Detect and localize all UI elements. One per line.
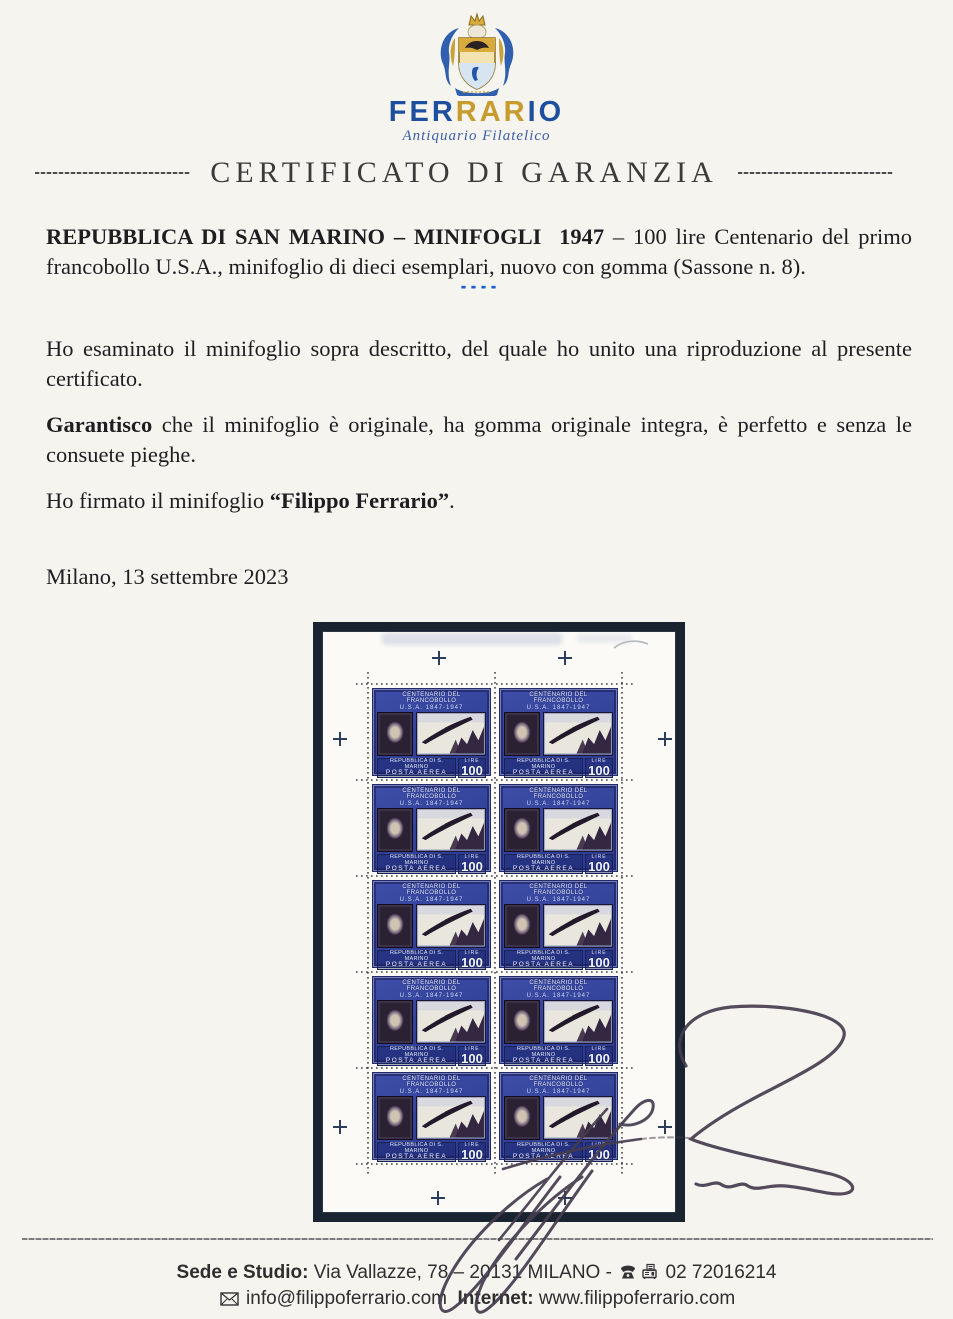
- stamp-cell: [368, 780, 495, 876]
- footer-address-line: [0, 1260, 953, 1286]
- stamp-cell: [495, 876, 622, 972]
- registration-cross: [333, 1120, 347, 1134]
- stamp: [372, 976, 491, 1064]
- guarantee-rest: che il minifoglio è originale, ha gomma originale integra, è perfetto e senza le consuete pieghe.: [46, 412, 918, 467]
- stamp-country-text: REPUBBLICA DI S. MARINO: [389, 1045, 444, 1058]
- footer-website-url: www.filippoferrario.com: [538, 1288, 736, 1309]
- registration-cross: [431, 1191, 445, 1205]
- stamp-country-text: REPUBBLICA DI S. MARINO: [516, 1141, 571, 1154]
- stamp-country-band: [504, 1142, 583, 1162]
- stamp-face-value: 100: [588, 954, 610, 970]
- stamp-country-band: [504, 950, 583, 970]
- stamp-value-box: [585, 1142, 613, 1162]
- stamp-face-value: 100: [588, 858, 610, 874]
- registration-cross: [432, 651, 446, 665]
- stamp-cell: [495, 1068, 622, 1164]
- eagle-mountains-vignette: [543, 712, 613, 756]
- signature-statement: [46, 486, 912, 516]
- stamp-grid: [368, 684, 622, 1164]
- stamp-value-box: [585, 950, 613, 970]
- stamp-cell: [368, 972, 495, 1068]
- eagle-mountains-vignette: [543, 808, 613, 852]
- brand-part-rar: RAR: [455, 96, 528, 128]
- signer-name: “Filippo Ferrario”: [269, 488, 450, 513]
- guarantee-paragraph: [46, 410, 918, 470]
- stamp-face-value: 100: [461, 858, 483, 874]
- stamp-cell: [368, 876, 495, 972]
- stamp-usa-dates-text: U.S.A. 1847-1947: [526, 704, 591, 711]
- stamp-posta-aerea-text: POSTA AEREA: [385, 865, 448, 873]
- stamp-country-text: REPUBBLICA DI S. MARINO: [516, 757, 571, 770]
- registration-cross: [658, 1120, 672, 1134]
- stamp-country-band: [377, 854, 456, 874]
- stamp-centenary-text: CENTENARIO DEL FRANCOBOLLO: [529, 788, 588, 801]
- brand-part-io: IO: [527, 96, 565, 128]
- stamp-lire-label: LIRE: [464, 949, 480, 956]
- stamp-country-text: REPUBBLICA DI S. MARINO: [389, 757, 444, 770]
- stamp-centenary-text: CENTENARIO DEL FRANCOBOLLO: [402, 1076, 461, 1089]
- franklin-portrait-vignette: [377, 904, 413, 948]
- stamp-face-value: 100: [461, 954, 483, 970]
- stamp-top-inscription: [377, 884, 486, 903]
- stamp-posta-aerea-text: POSTA AEREA: [512, 1057, 575, 1065]
- stamp-lire-label: LIRE: [591, 1045, 607, 1052]
- stamp: [372, 1072, 491, 1160]
- stamp-usa-dates-text: U.S.A. 1847-1947: [399, 896, 464, 903]
- stamp-cell: [495, 684, 622, 780]
- stamp-face-value: 100: [588, 762, 610, 778]
- stamp-lire-label: LIRE: [464, 1045, 480, 1052]
- stamp-top-inscription: [377, 1076, 486, 1095]
- page-title: CERTIFICATO DI GARANZIA: [210, 156, 718, 189]
- stamp-face-value: 100: [461, 762, 483, 778]
- eagle-mountains-vignette: [416, 1000, 486, 1044]
- stamp-top-inscription: [504, 788, 613, 807]
- guarantee-keyword: Garantisco: [46, 412, 153, 437]
- stamp-country-text: REPUBBLICA DI S. MARINO: [389, 949, 444, 962]
- brand-tagline: Antiquario Filatelico: [402, 128, 551, 144]
- stamp-centenary-text: CENTENARIO DEL FRANCOBOLLO: [529, 884, 588, 897]
- stamp-cell: [368, 1068, 495, 1164]
- stamp-lire-label: LIRE: [591, 853, 607, 860]
- stamp-value-box: [458, 950, 486, 970]
- registration-cross: [658, 732, 672, 746]
- stamp-country-band: [377, 1142, 456, 1162]
- franklin-portrait-vignette: [504, 808, 540, 852]
- stamp-usa-dates-text: U.S.A. 1847-1947: [526, 896, 591, 903]
- stamp: [499, 688, 618, 776]
- stamp-top-inscription: [504, 980, 613, 999]
- email-envelope-icon: [220, 1292, 239, 1306]
- stamp-centenary-text: CENTENARIO DEL FRANCOBOLLO: [402, 788, 461, 801]
- stamp-top-inscription: [504, 1076, 613, 1095]
- registration-cross: [558, 1191, 572, 1205]
- eagle-mountains-vignette: [416, 1096, 486, 1140]
- footer-divider: [22, 1238, 933, 1240]
- stamp-posta-aerea-text: POSTA AEREA: [385, 1153, 448, 1161]
- eagle-mountains-vignette: [543, 904, 613, 948]
- franklin-portrait-vignette: [504, 1000, 540, 1044]
- stamp-posta-aerea-text: POSTA AEREA: [512, 769, 575, 777]
- stamp-usa-dates-text: U.S.A. 1847-1947: [399, 1088, 464, 1095]
- eagle-mountains-vignette: [543, 1096, 613, 1140]
- stamp-country-band: [377, 758, 456, 778]
- stamp-posta-aerea-text: POSTA AEREA: [385, 769, 448, 777]
- examination-paragraph: Ho esaminato il minifoglio sopra descritto, del quale ho unito una riproduzione al presente certificato.: [46, 336, 918, 391]
- franklin-portrait-vignette: [377, 712, 413, 756]
- stamp-country-band: [504, 758, 583, 778]
- registration-cross: [333, 732, 347, 746]
- stamp-country-band: [377, 950, 456, 970]
- stamp-top-inscription: [377, 788, 486, 807]
- description-rest: – 100 lire Centenario del primo francobollo U.S.A., minifoglio di dieci esemplari, nuovo con gomma (Sassone n. 8).: [46, 224, 918, 279]
- footer-phone-number: 02 72016214: [665, 1262, 777, 1283]
- eagle-mountains-vignette: [416, 712, 486, 756]
- stamp-country-text: REPUBBLICA DI S. MARINO: [516, 853, 571, 866]
- stamp-face-value: 100: [461, 1146, 483, 1162]
- stamp-centenary-text: CENTENARIO DEL FRANCOBOLLO: [402, 884, 461, 897]
- eagle-mountains-vignette: [416, 904, 486, 948]
- stamp-cell: [495, 780, 622, 876]
- stamp-lire-label: LIRE: [591, 1141, 607, 1148]
- phone-icon: [619, 1263, 637, 1280]
- stamp-cell: [368, 684, 495, 780]
- footer-email-address: info@filippoferrario.com: [246, 1288, 447, 1309]
- stamp-value-box: [458, 758, 486, 778]
- stamp-face-value: 100: [588, 1050, 610, 1066]
- stamp-country-band: [504, 854, 583, 874]
- stamp-lire-label: LIRE: [464, 757, 480, 764]
- stamp-usa-dates-text: U.S.A. 1847-1947: [399, 800, 464, 807]
- signature-statement-pre: Ho firmato il minifoglio: [46, 488, 270, 513]
- footer-address-text: Via Vallazze, 78 – 20131 MILANO -: [308, 1262, 618, 1283]
- signature-statement-post: .: [449, 488, 455, 513]
- description-paragraph: [46, 222, 918, 282]
- stamp: [372, 880, 491, 968]
- footer-sede-label: Sede e Studio:: [176, 1262, 309, 1283]
- stamp-posta-aerea-text: POSTA AEREA: [512, 865, 575, 873]
- stamp: [499, 976, 618, 1064]
- stamp-usa-dates-text: U.S.A. 1847-1947: [526, 800, 591, 807]
- stamp-value-box: [585, 758, 613, 778]
- stamp-posta-aerea-text: POSTA AEREA: [512, 1153, 575, 1161]
- stamp-value-box: [458, 1046, 486, 1066]
- stamp-centenary-text: CENTENARIO DEL FRANCOBOLLO: [529, 692, 588, 705]
- print-offset-smudge: [577, 634, 632, 643]
- stamp-lire-label: LIRE: [464, 853, 480, 860]
- stamp-value-box: [458, 854, 486, 874]
- description-title: REPUBBLICA DI SAN MARINO – MINIFOGLI 1947: [46, 224, 605, 249]
- stamp-centenary-text: CENTENARIO DEL FRANCOBOLLO: [402, 692, 461, 705]
- stamp-country-band: [377, 1046, 456, 1066]
- stamp-country-text: REPUBBLICA DI S. MARINO: [389, 1141, 444, 1154]
- print-offset-smudge: [382, 633, 562, 645]
- franklin-portrait-vignette: [377, 808, 413, 852]
- stamp-top-inscription: [504, 692, 613, 711]
- stamp-lire-label: LIRE: [591, 757, 607, 764]
- minisheet-photo: [313, 622, 685, 1222]
- stamp: [499, 1072, 618, 1160]
- footer-web-line: [0, 1286, 953, 1312]
- stamp: [372, 688, 491, 776]
- stamp-top-inscription: [377, 692, 486, 711]
- stamp-posta-aerea-text: POSTA AEREA: [512, 961, 575, 969]
- brand-part-fer: FER: [388, 96, 456, 128]
- stamp-face-value: 100: [588, 1146, 610, 1162]
- stamp-value-box: [585, 854, 613, 874]
- stamp-centenary-text: CENTENARIO DEL FRANCOBOLLO: [402, 980, 461, 993]
- footer-contact-block: [0, 1260, 953, 1312]
- stamp-usa-dates-text: U.S.A. 1847-1947: [526, 992, 591, 999]
- eagle-mountains-vignette: [416, 808, 486, 852]
- stamp-country-text: REPUBBLICA DI S. MARINO: [389, 853, 444, 866]
- stamp: [499, 880, 618, 968]
- stamp-posta-aerea-text: POSTA AEREA: [385, 961, 448, 969]
- franklin-portrait-vignette: [504, 712, 540, 756]
- stamp-centenary-text: CENTENARIO DEL FRANCOBOLLO: [529, 980, 588, 993]
- fax-icon: [641, 1263, 658, 1280]
- stamp-usa-dates-text: U.S.A. 1847-1947: [399, 992, 464, 999]
- franklin-portrait-vignette: [377, 1000, 413, 1044]
- place-date-line: Milano, 13 settembre 2023: [46, 564, 289, 589]
- stamp-lire-label: LIRE: [464, 1141, 480, 1148]
- blue-dash-separator: ----: [458, 274, 499, 301]
- stamp-cell: [495, 972, 622, 1068]
- stamp-country-text: REPUBBLICA DI S. MARINO: [516, 949, 571, 962]
- stamp-usa-dates-text: U.S.A. 1847-1947: [526, 1088, 591, 1095]
- stamp-country-band: [504, 1046, 583, 1066]
- stamp-usa-dates-text: U.S.A. 1847-1947: [399, 704, 464, 711]
- stamp: [372, 784, 491, 872]
- stamp-face-value: 100: [461, 1050, 483, 1066]
- stamp-value-box: [585, 1046, 613, 1066]
- eagle-mountains-vignette: [543, 1000, 613, 1044]
- stamp-top-inscription: [504, 884, 613, 903]
- stamp-posta-aerea-text: POSTA AEREA: [385, 1057, 448, 1065]
- franklin-portrait-vignette: [504, 904, 540, 948]
- stamp-country-text: REPUBBLICA DI S. MARINO: [516, 1045, 571, 1058]
- stamp-lire-label: LIRE: [591, 949, 607, 956]
- stamp: [499, 784, 618, 872]
- stamp-top-inscription: [377, 980, 486, 999]
- stamp-centenary-text: CENTENARIO DEL FRANCOBOLLO: [529, 1076, 588, 1089]
- franklin-portrait-vignette: [504, 1096, 540, 1140]
- franklin-portrait-vignette: [377, 1096, 413, 1140]
- stamp-value-box: [458, 1142, 486, 1162]
- registration-cross: [558, 651, 572, 665]
- footer-internet-label: Internet:: [457, 1288, 534, 1309]
